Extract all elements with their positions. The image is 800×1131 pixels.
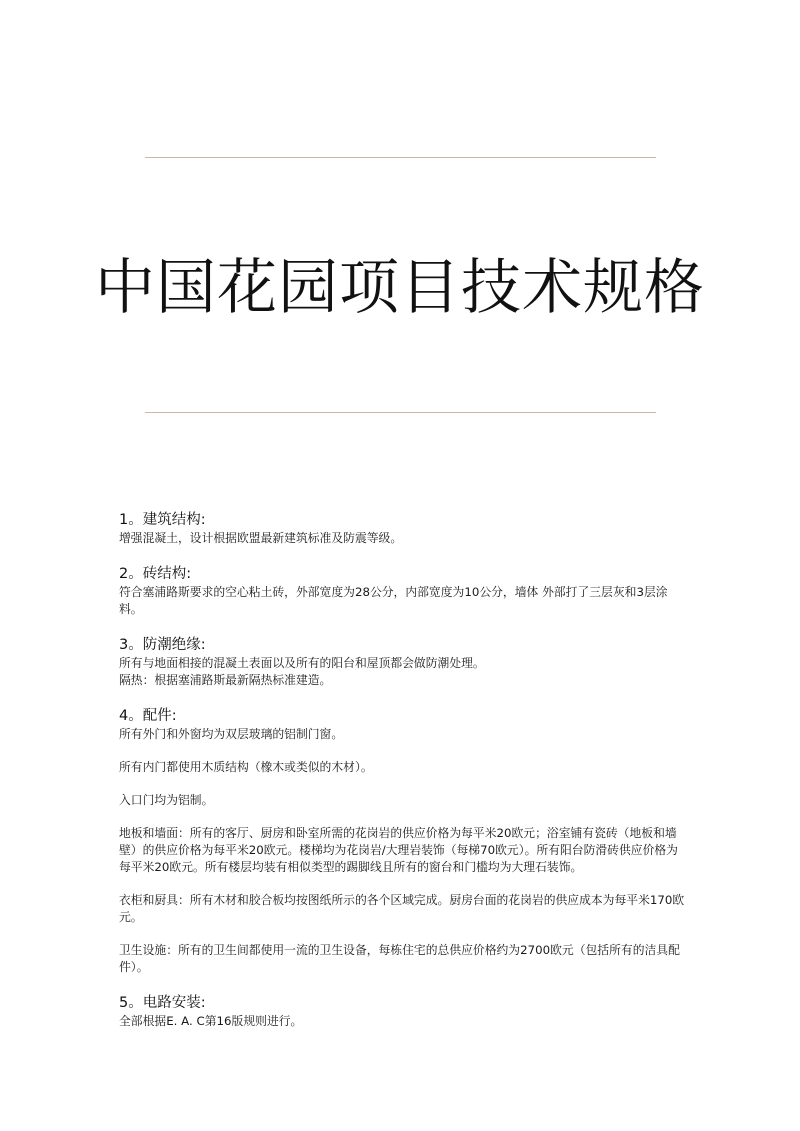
section-paragraph: 卫生设施：所有的卫生间都使用一流的卫生设备，每栋住宅的总供应价格约为2700欧元（包括所有的洁具配件）。 bbox=[119, 943, 680, 974]
section-paragraph: 所有与地面相接的混凝土表面以及所有的阳台和屋顶都会做防潮处理。 bbox=[119, 656, 485, 670]
bottom-divider bbox=[145, 412, 656, 413]
section-paragraph: 全部根据E. A. C第16版规则进行。 bbox=[119, 1014, 303, 1028]
section-paragraph: 隔热：根据塞浦路斯最新隔热标准建造。 bbox=[119, 673, 332, 687]
section-building-structure bbox=[119, 510, 689, 547]
document-title: 中国花园项目技术规格 bbox=[95, 253, 705, 323]
section-fittings bbox=[119, 706, 689, 976]
section-paragraph: 符合塞浦路斯要求的空心粘土砖，外部宽度为28公分，内部宽度为10公分，墙体 外部打了三层灰和3层涂料。 bbox=[119, 585, 668, 616]
section-brick-structure bbox=[119, 564, 689, 618]
section-paragraph: 衣柜和厨具：所有木材和胶合板均按图纸所示的各个区域完成。厨房台面的花岗岩的供应成本为每平米170欧元。 bbox=[119, 893, 685, 924]
specification-content bbox=[119, 510, 689, 1047]
section-heading: 4。配件: bbox=[119, 708, 177, 724]
section-damp-proofing bbox=[119, 635, 689, 689]
section-paragraph: 增强混凝土，设计根据欧盟最新建筑标准及防震等级。 bbox=[119, 531, 403, 545]
section-paragraph: 所有外门和外窗均为双层玻璃的铝制门窗。 bbox=[119, 727, 344, 741]
section-heading: 2。砖结构: bbox=[119, 566, 192, 582]
section-heading: 5。电路安装: bbox=[119, 995, 206, 1011]
top-divider bbox=[145, 157, 656, 158]
section-heading: 3。防潮绝缘: bbox=[119, 637, 206, 653]
section-paragraph: 地板和墙面：所有的客厅、厨房和卧室所需的花岗岩的供应价格为每平米20欧元；浴室铺有瓷砖（地板和墙壁）的供应价格为每平米20欧元。楼梯均为花岗岩/大理岩装饰（每梯70欧元）。所有阳台防滑砖供应价格为每平米20欧元。所有楼层均装有相似类型的踢脚线且所有的窗台和门槛均为大理石装饰。 bbox=[119, 826, 678, 874]
section-electrical-installation bbox=[119, 993, 689, 1030]
section-paragraph: 所有内门都使用木质结构（橡木或类似的木材）。 bbox=[119, 760, 373, 774]
section-paragraph: 入口门均为铝制。 bbox=[119, 793, 214, 807]
section-heading: 1。建筑结构: bbox=[119, 512, 206, 528]
